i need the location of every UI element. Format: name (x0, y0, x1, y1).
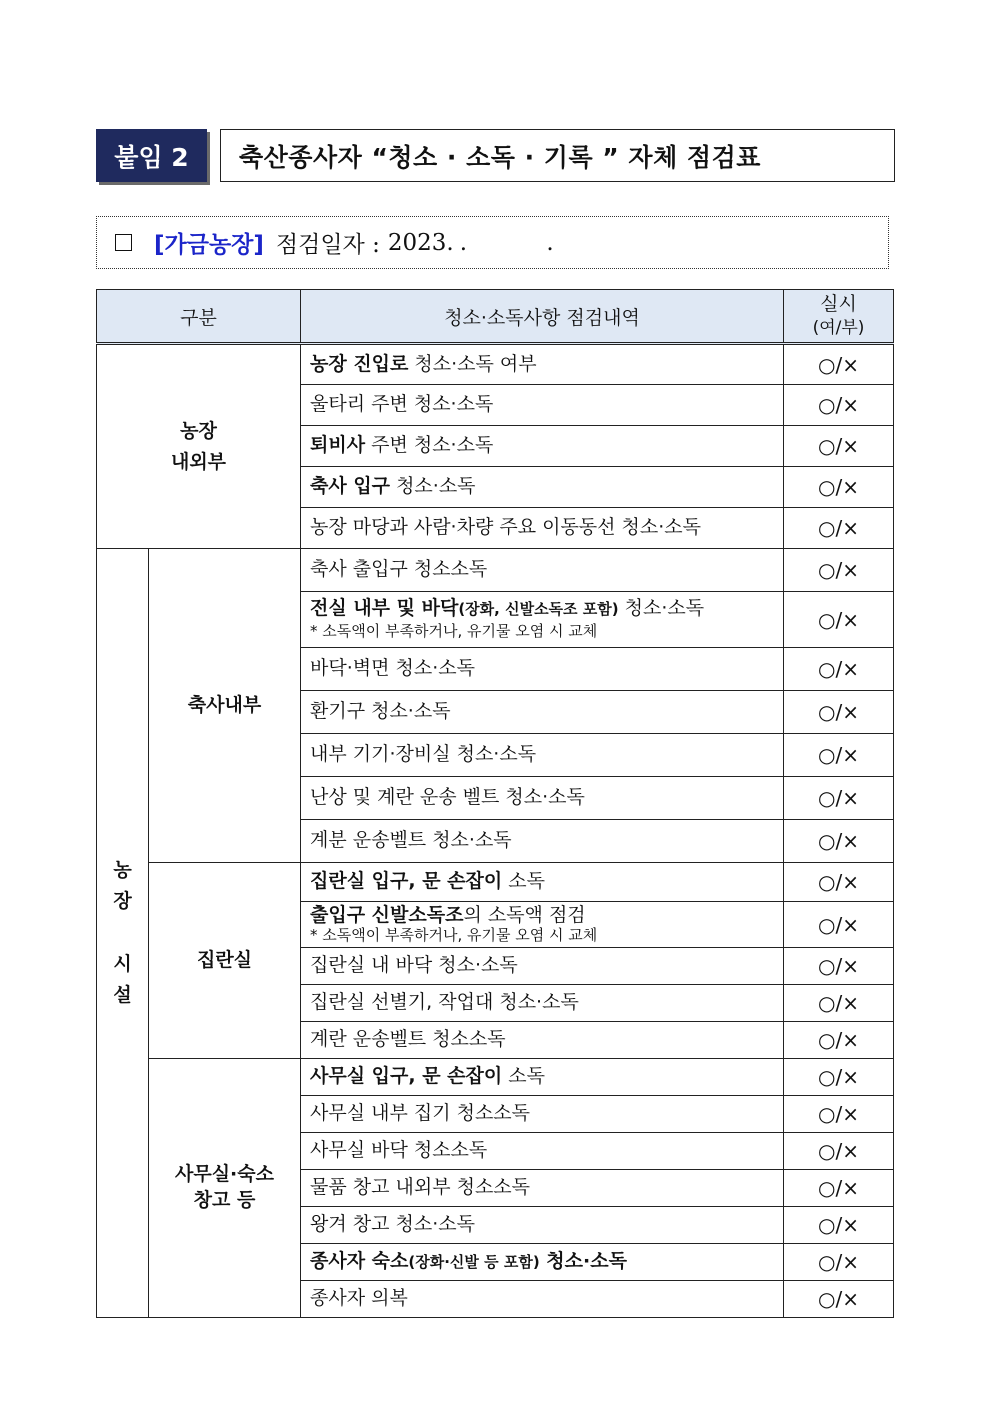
header-done (784, 290, 894, 344)
check-item: 축사 입구 청소·소독 (301, 467, 784, 508)
check-mark[interactable]: ○/× (784, 902, 894, 948)
check-mark[interactable]: ○/× (784, 344, 894, 385)
header-content: 청소·소독사항 점검내역 (301, 290, 784, 344)
check-item-note: * 소독액이 부족하거나, 유기물 오염 시 교체 (310, 925, 598, 944)
check-item: 울타리 주변 청소·소독 (301, 385, 784, 426)
check-mark[interactable]: ○/× (784, 508, 894, 549)
check-item: 전실 내부 및 바닥(장화, 신발소독조 포함) 청소·소독 * 소독액이 부족하거나, 유기물 오염 시 교체 (301, 592, 784, 648)
header-done-label: 실시 (820, 293, 857, 316)
check-item: 농장 마당과 사람·차량 주요 이동동선 청소·소독 (301, 508, 784, 549)
page-title: 축산종사자 “청소 · 소독 · 기록 ” 자체 점검표 (220, 129, 895, 182)
check-item: 사무실 바닥 청소소독 (301, 1133, 784, 1170)
inspection-date-year: 2023. (387, 229, 454, 256)
check-item: 종사자 의복 (301, 1281, 784, 1318)
check-item: 집란실 입구, 문 손잡이 소독 (301, 863, 784, 902)
check-mark[interactable]: ○/× (784, 549, 894, 592)
check-mark[interactable]: ○/× (784, 467, 894, 508)
subcategory-egg-room: 집란실 (149, 863, 301, 1059)
check-mark[interactable]: ○/× (784, 863, 894, 902)
check-item: 종사자 숙소(장화·신발 등 포함) 청소·소독 (301, 1244, 784, 1281)
check-mark[interactable]: ○/× (784, 985, 894, 1022)
check-item: 축사 출입구 청소소독 (301, 549, 784, 592)
header-category: 구분 (97, 290, 301, 344)
check-item: 집란실 내 바닥 청소·소독 (301, 948, 784, 985)
check-item: 퇴비사 주변 청소·소독 (301, 426, 784, 467)
title-row (96, 129, 896, 182)
check-mark[interactable]: ○/× (784, 948, 894, 985)
attachment-badge: 붙임 2 (96, 129, 207, 182)
check-mark[interactable]: ○/× (784, 1133, 894, 1170)
check-item: 농장 진입로 청소·소독 여부 (301, 344, 784, 385)
inspection-date-box (96, 216, 889, 269)
check-item: 왕겨 창고 청소·소독 (301, 1207, 784, 1244)
check-mark[interactable]: ○/× (784, 1281, 894, 1318)
check-item: 난상 및 계란 운송 벨트 청소·소독 (301, 777, 784, 820)
subcategory-office-dorm: 사무실·숙소 창고 등 (149, 1059, 301, 1318)
check-item: 내부 기기·장비실 청소·소독 (301, 734, 784, 777)
header-done-sub: (여/부) (812, 318, 865, 338)
checkbox-icon (115, 234, 132, 251)
check-item: 집란실 선별기, 작업대 청소·소독 (301, 985, 784, 1022)
check-mark[interactable]: ○/× (784, 1244, 894, 1281)
check-mark[interactable]: ○/× (784, 592, 894, 648)
check-mark[interactable]: ○/× (784, 1022, 894, 1059)
farm-type-label: [가금농장] (154, 232, 264, 258)
check-mark[interactable]: ○/× (784, 777, 894, 820)
check-item: 출입구 신발소독조의 소독액 점검 * 소독액이 부족하거나, 유기물 오염 시 교체 (301, 902, 784, 948)
check-item: 물품 창고 내외부 청소소독 (301, 1170, 784, 1207)
check-item: 바닥·벽면 청소·소독 (301, 648, 784, 691)
check-mark[interactable]: ○/× (784, 820, 894, 863)
check-mark[interactable]: ○/× (784, 1207, 894, 1244)
check-mark[interactable]: ○/× (784, 1170, 894, 1207)
checklist-table (96, 289, 894, 1318)
category-farm-facility: 농 장 시 설 (97, 549, 149, 1318)
subcategory-barn-interior: 축사내부 (149, 549, 301, 863)
check-item: 사무실 내부 집기 청소소독 (301, 1096, 784, 1133)
check-item: 계란 운송벨트 청소소독 (301, 1022, 784, 1059)
check-mark[interactable]: ○/× (784, 1096, 894, 1133)
category-farm-inout: 농장 내외부 (97, 344, 301, 549)
check-mark[interactable]: ○/× (784, 734, 894, 777)
check-mark[interactable]: ○/× (784, 1059, 894, 1096)
check-item: 계분 운송벨트 청소·소독 (301, 820, 784, 863)
check-mark[interactable]: ○/× (784, 691, 894, 734)
check-mark[interactable]: ○/× (784, 648, 894, 691)
check-item-note: * 소독액이 부족하거나, 유기물 오염 시 교체 (310, 622, 598, 641)
inspection-date-label: 점검일자 : (275, 232, 380, 258)
check-item: 사무실 입구, 문 손잡이 소독 (301, 1059, 784, 1096)
check-mark[interactable]: ○/× (784, 385, 894, 426)
check-item: 환기구 청소·소독 (301, 691, 784, 734)
inspection-date-blanks: . . (459, 229, 590, 256)
check-mark[interactable]: ○/× (784, 426, 894, 467)
